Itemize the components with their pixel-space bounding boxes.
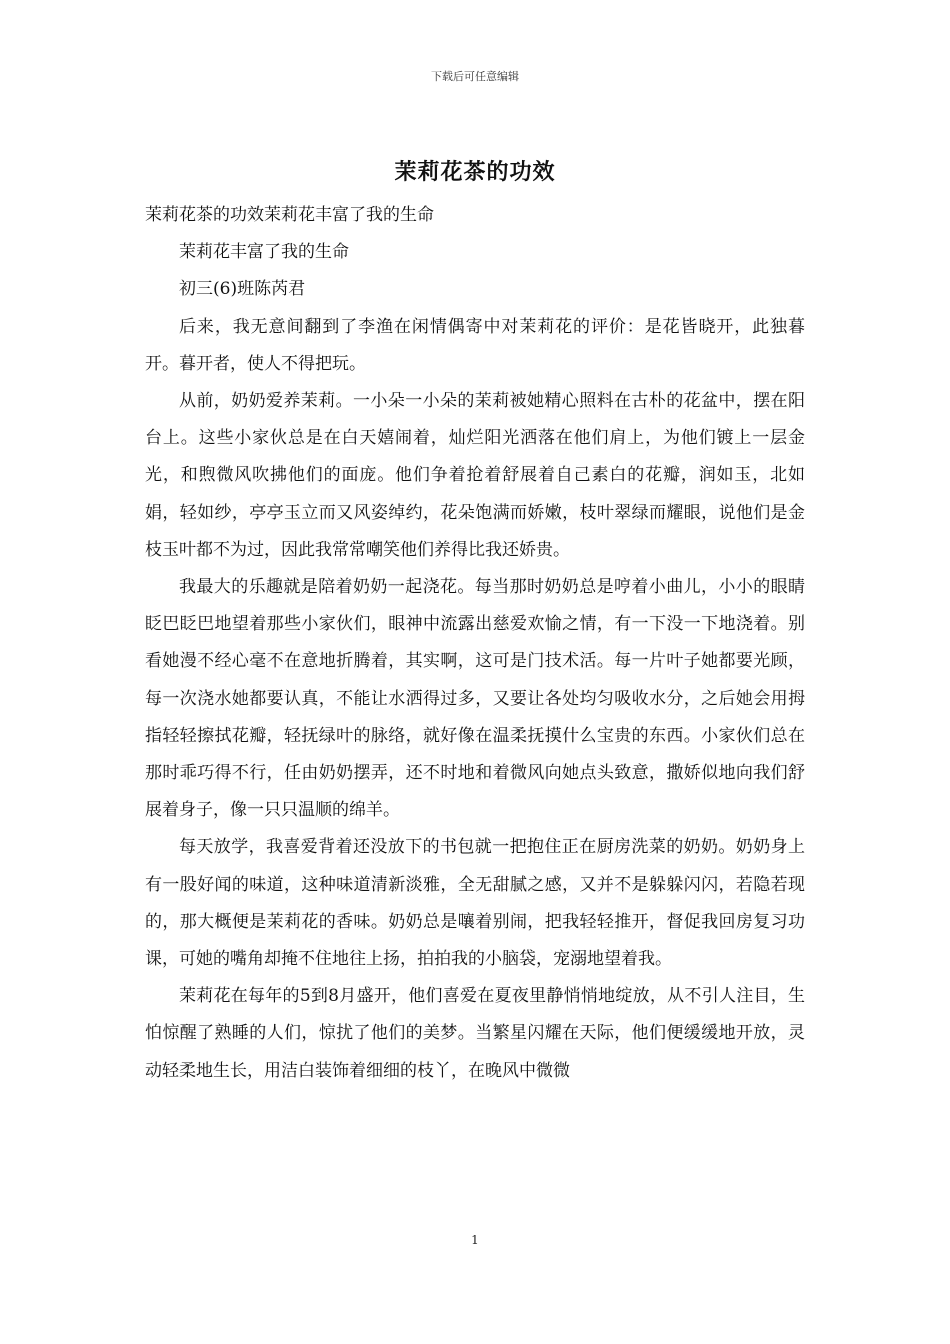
body-paragraph-1: 茉莉花茶的功效茉莉花丰富了我的生命 [145,205,434,225]
page-number: 1 [471,1233,479,1247]
body-paragraph-7: 每天放学，我喜爱背着还没放下的书包就一把抱住正在厨房洗菜的奶奶。奶奶身上有一股好闻的味道，这种味道清新淡雅，全无甜腻之感，又并不是躲躲闪闪，若隐若现的，那大概便是茉莉花的香味。奶奶总是嚷着别闹，把我轻轻推开，督促我回房复习功课，可她的嘴角却掩不住地往上扬，拍拍我的小脑袋，宠溺地望着我。 [145,837,805,970]
body-paragraph-2: 茉莉花丰富了我的生命 [179,242,349,263]
body-paragraph-3: 初三(6)班陈芮君 [179,279,306,300]
document-body [145,197,805,1090]
page-header-note: 下载后可任意编辑 [431,70,519,83]
document-title: 茉莉花茶的功效 [394,159,556,185]
body-paragraph-4: 后来，我无意间翻到了李渔在闲情偶寄中对茉莉花的评价：是花皆晓开，此独暮开。暮开者，使人不得把玩。 [145,316,805,374]
body-paragraph-5: 从前，奶奶爱养茉莉。一小朵一小朵的茉莉被她精心照料在古朴的花盆中，摆在阳台上。这些小家伙总是在白天嬉闹着，灿烂阳光洒落在他们肩上，为他们镀上一层金光，和煦微风吹拂他们的面庞。他们争着抢着舒展着自己素白的花瓣，润如玉，北如娟，轻如纱，亭亭玉立而又风姿绰约，花朵饱满而娇嫩，枝叶翠绿而耀眼，说他们是金枝玉叶都不为过，因此我常常嘲笑他们养得比我还娇贵。 [145,391,805,560]
body-paragraph-6: 我最大的乐趣就是陪着奶奶一起浇花。每当那时奶奶总是哼着小曲儿，小小的眼睛眨巴眨巴地望着那些小家伙们，眼神中流露出慈爱欢愉之情，有一下没一下地浇着。别看她漫不经心毫不在意地折腾着，其实啊，这可是门技术活。每一片叶子她都要光顾，每一次浇水她都要认真，不能让水洒得过多，又要让各处均匀吸收水分，之后她会用拇指轻轻擦拭花瓣，轻抚绿叶的脉络，就好像在温柔抚摸什么宝贵的东西。小家伙们总在那时乖巧得不行，任由奶奶摆弄，还不时地和着微风向她点头致意，撒娇似地向我们舒展着身子，像一只只温顺的绵羊。 [145,577,805,821]
body-paragraph-8: 茉莉花在每年的5到8月盛开，他们喜爱在夏夜里静悄悄地绽放，从不引人注目，生怕惊醒了熟睡的人们，惊扰了他们的美梦。当繁星闪耀在天际，他们便缓缓地开放，灵动轻柔地生长，用洁白装饰着细细的枝丫，在晚风中微微 [145,986,805,1081]
